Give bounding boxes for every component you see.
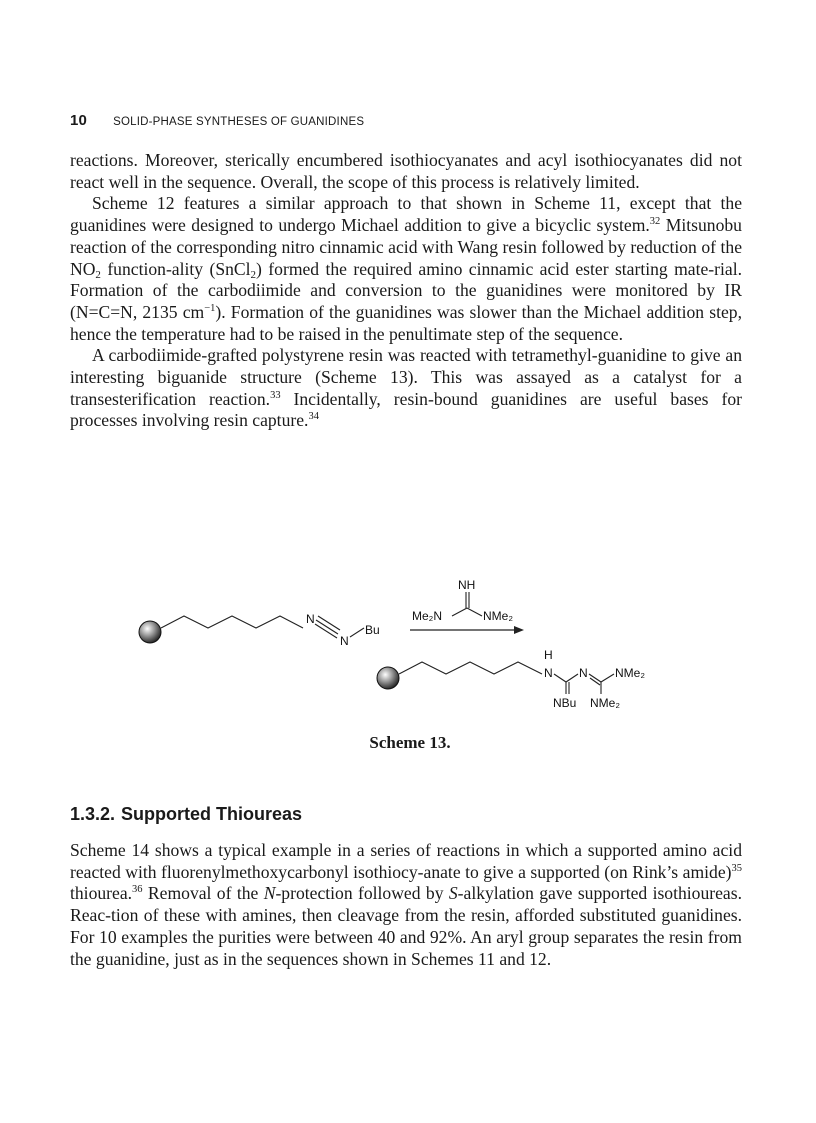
paragraph-3: A carbodiimide-grafted polystyrene resin was reacted with tetramethyl-guanidine to give an interesting biguanide structure (Scheme 13). This was assayed as a catalyst for a transesterification reaction.$^{33}$ Incidentally, resin-bound guanidines are useful bases for processes involving resin capture.$^{34}$ [70,345,742,431]
prod-n1: N [544,666,553,680]
prod-nme2-right: NMe₂ [615,666,645,680]
section-heading [70,804,302,825]
citation-36: 36 [132,884,143,896]
section-title: Supported Thioureas [121,804,303,824]
citation-32: 32 [649,216,661,228]
body-text-top [70,150,742,432]
resin-bead-icon [139,621,161,643]
sm-n2: N [340,634,349,648]
reagent-me2n: Me₂N [412,609,442,623]
citation-35: 35 [731,862,742,874]
resin-bead-product-icon [377,667,399,689]
sm-n1: N [306,612,315,626]
paragraph-1: reactions. Moreover, sterically encumbered isothiocyanates and acyl isothiocyanates did not react well in the sequence. Overall, the scope of this process is relatively limited. [70,150,742,192]
prod-nme2-bottom: NMe₂ [590,696,620,710]
running-header [70,112,750,129]
prod-n2: N [579,666,588,680]
body-text-bottom [70,840,742,970]
linker-chain-sm [161,616,303,628]
prod-nbu: NBu [553,696,577,710]
linker-chain-product [399,662,542,674]
section-number: 1.3.2. [70,804,116,824]
running-title: SOLID-PHASE SYNTHESES OF GUANIDINES [113,116,365,128]
reagent-nh: NH [458,578,476,592]
citation-34: 34 [308,411,319,423]
prod-h: H [544,648,553,662]
reagent-nme2: NMe₂ [483,609,513,623]
sm-bu: Bu [365,623,380,637]
scheme-13-figure [120,570,720,720]
scheme-caption: Scheme 13. [369,733,451,752]
paragraph-4: Scheme 14 shows a typical example in a series of reactions in which a supported amino acid reacted with fluorenylmethoxycarbonyl isothiocy-anate to give a supported (on Rink’s amide)$^{35}$ thiourea.$^{36}$ Removal of the N-protection followed by S-alkylation gave supported isothioureas. Reac-tion of these with amines, then cleavage from the resin, afforded substituted guanidines. For 10 examples the purities were between 40 and 92%. An aryl group separates the resin from the guanidine, just as in the sequences shown in Schemes 11 and 12. [70,840,742,969]
paragraph-2: Scheme 12 features a similar approach to that shown in Scheme 11, except that the guanidines were designed to undergo Michael addition to give a bicyclic system.$^{32}$ Mitsunobu reaction of the corresponding nitro cinnamic acid with Wang resin followed by reduction of the $NO_2$ function-ality (SnCl$_2$) formed the required amino cinnamic acid ester starting mate-rial. Formation of the carbodiimide and conversion to the guanidines were monitored by IR (N=C=N, 2135 $cm^{-1}$). Formation of the guanidines was slower than the Michael addition step, hence the temperature had to be raised in the penultimate step of the sequence. [70,193,743,344]
page-number: 10 [70,112,88,129]
citation-33: 33 [270,389,281,401]
